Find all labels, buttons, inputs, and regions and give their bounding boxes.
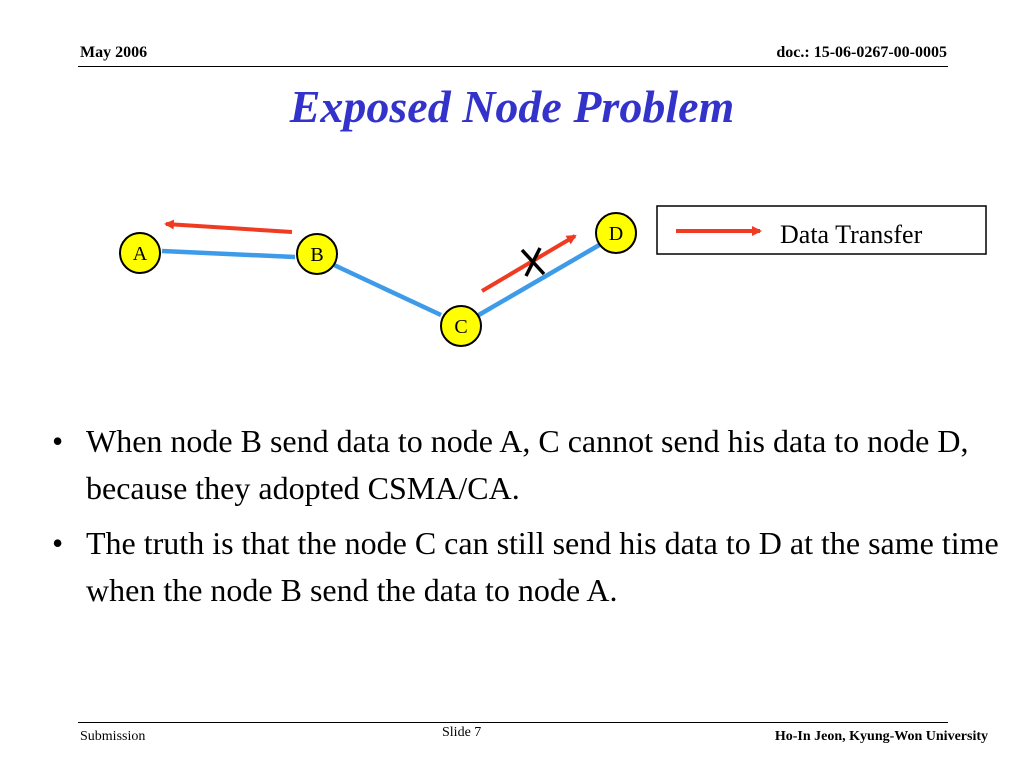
node-d-label: D: [608, 223, 624, 245]
node-c-label: C: [454, 316, 468, 338]
bullet-item: • When node B send data to node A, C cannot send his data to node D, because they adopted CSMA/CA.: [40, 418, 1010, 512]
node-c: [441, 306, 481, 346]
legend-box: [657, 206, 986, 254]
footer-submission: Submission: [80, 729, 146, 744]
footer-rule: [78, 722, 948, 723]
node-a-label: A: [132, 243, 148, 265]
transfer-arrow-b-to-a: [166, 224, 292, 232]
footer-author: Ho-In Jeon, Kyung-Won University: [774, 729, 988, 744]
blocked-x-mark: [522, 248, 544, 276]
node-a: [120, 233, 160, 273]
link-a-b: [162, 251, 295, 257]
node-b-label: B: [310, 244, 324, 266]
node-d: [596, 213, 636, 253]
link-c-d: [477, 244, 601, 316]
legend-label: Data Transfer: [780, 220, 923, 249]
slide-title: Exposed Node Problem: [289, 81, 735, 132]
transfer-arrow-c-to-d: [482, 236, 575, 291]
bullet-list: [40, 418, 1010, 622]
header-doc-id: doc.: 15-06-0267-00-0005: [776, 44, 947, 61]
header-date: May 2006: [80, 44, 148, 61]
link-b-c: [334, 265, 441, 315]
node-b: [297, 234, 337, 274]
footer-slide-number: Slide 7: [442, 725, 482, 740]
bullet-item: • The truth is that the node C can still send his data to D at the same time when the node B send the data to node A.: [40, 520, 1010, 614]
